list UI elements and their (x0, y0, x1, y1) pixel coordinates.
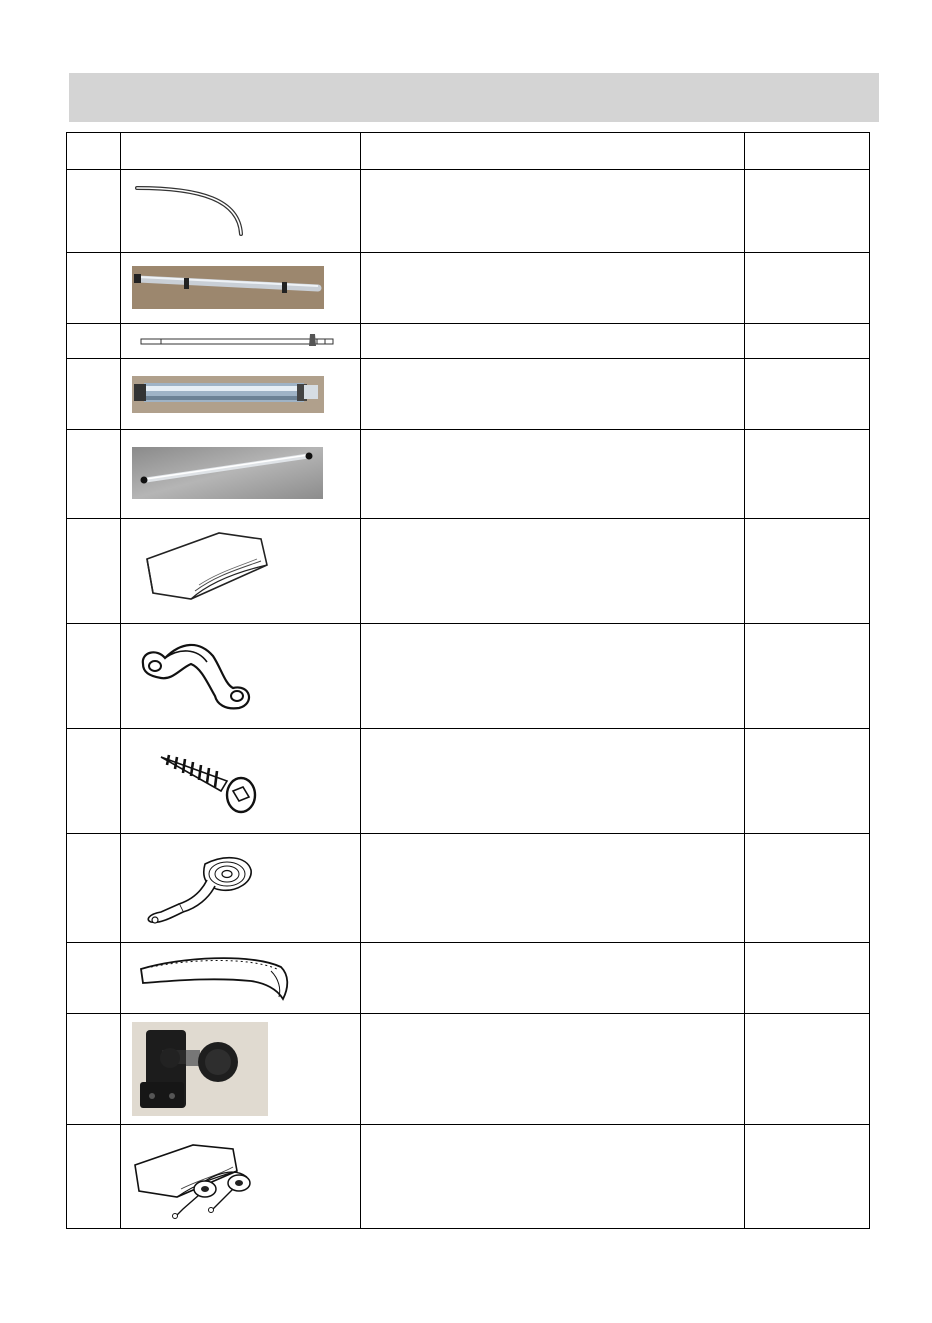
part-image-cell (121, 1014, 361, 1125)
part-qty-cell (745, 170, 870, 253)
part-number-cell (67, 359, 121, 430)
part-description-cell (361, 324, 745, 359)
bar-photo-icon (132, 447, 323, 499)
part-description-cell (361, 519, 745, 624)
part-qty-cell (745, 624, 870, 729)
part-qty-cell (745, 519, 870, 624)
part-number-cell (67, 430, 121, 519)
table-row (67, 170, 870, 253)
table-row (67, 1014, 870, 1125)
part-number-cell (67, 253, 121, 324)
table-row (67, 359, 870, 430)
col-header-qty (745, 133, 870, 170)
part-image-cell (121, 1125, 361, 1229)
table-row (67, 834, 870, 943)
part-qty-cell (745, 1125, 870, 1229)
part-qty-cell (745, 430, 870, 519)
table-row (67, 430, 870, 519)
part-description-cell (361, 624, 745, 729)
part-qty-cell (745, 253, 870, 324)
part-number-cell (67, 943, 121, 1014)
header-banner (69, 73, 879, 122)
part-description-cell (361, 430, 745, 519)
folded-fabric-icon (121, 519, 361, 624)
bracket-knob-photo-icon (132, 1022, 268, 1116)
curved-rod-icon (121, 170, 361, 253)
col-header-no (67, 133, 121, 170)
part-image-cell (121, 624, 361, 729)
part-number-cell (67, 324, 121, 359)
table-row (67, 943, 870, 1014)
part-qty-cell (745, 834, 870, 943)
part-image-cell (121, 943, 361, 1014)
part-image-cell (121, 253, 361, 324)
part-image-cell (121, 170, 361, 253)
table-row (67, 519, 870, 624)
part-qty-cell (745, 359, 870, 430)
part-description-cell (361, 943, 745, 1014)
col-header-description (361, 133, 745, 170)
part-image-cell (121, 519, 361, 624)
part-image-cell (121, 359, 361, 430)
part-description-cell (361, 170, 745, 253)
long-pole-photo-icon (132, 266, 324, 309)
part-number-cell (67, 624, 121, 729)
curved-sleeve-icon (121, 943, 361, 1014)
table-row (67, 729, 870, 834)
part-description-cell (361, 834, 745, 943)
table-row (67, 1125, 870, 1229)
part-number-cell (67, 1014, 121, 1125)
part-image-cell (121, 729, 361, 834)
strap-hook-icon (121, 834, 361, 943)
part-description-cell (361, 1125, 745, 1229)
table-row (67, 624, 870, 729)
part-description-cell (361, 359, 745, 430)
part-number-cell (67, 170, 121, 253)
part-qty-cell (745, 729, 870, 834)
part-qty-cell (745, 324, 870, 359)
thin-rod-icon (121, 324, 361, 359)
part-number-cell (67, 729, 121, 834)
pad-eye-icon (121, 624, 361, 729)
table-row (67, 253, 870, 324)
col-header-picture (121, 133, 361, 170)
part-image-cell (121, 324, 361, 359)
header-row (67, 133, 870, 170)
fabric-straps-icon (121, 1125, 361, 1229)
part-qty-cell (745, 1014, 870, 1125)
part-image-cell (121, 834, 361, 943)
part-description-cell (361, 253, 745, 324)
table-row (67, 324, 870, 359)
part-description-cell (361, 729, 745, 834)
screw-icon (121, 729, 361, 834)
part-qty-cell (745, 943, 870, 1014)
part-number-cell (67, 1125, 121, 1229)
part-description-cell (361, 1014, 745, 1125)
part-image-cell (121, 430, 361, 519)
parts-table (66, 132, 870, 1229)
part-number-cell (67, 519, 121, 624)
tube-photo-icon (132, 376, 324, 413)
part-number-cell (67, 834, 121, 943)
